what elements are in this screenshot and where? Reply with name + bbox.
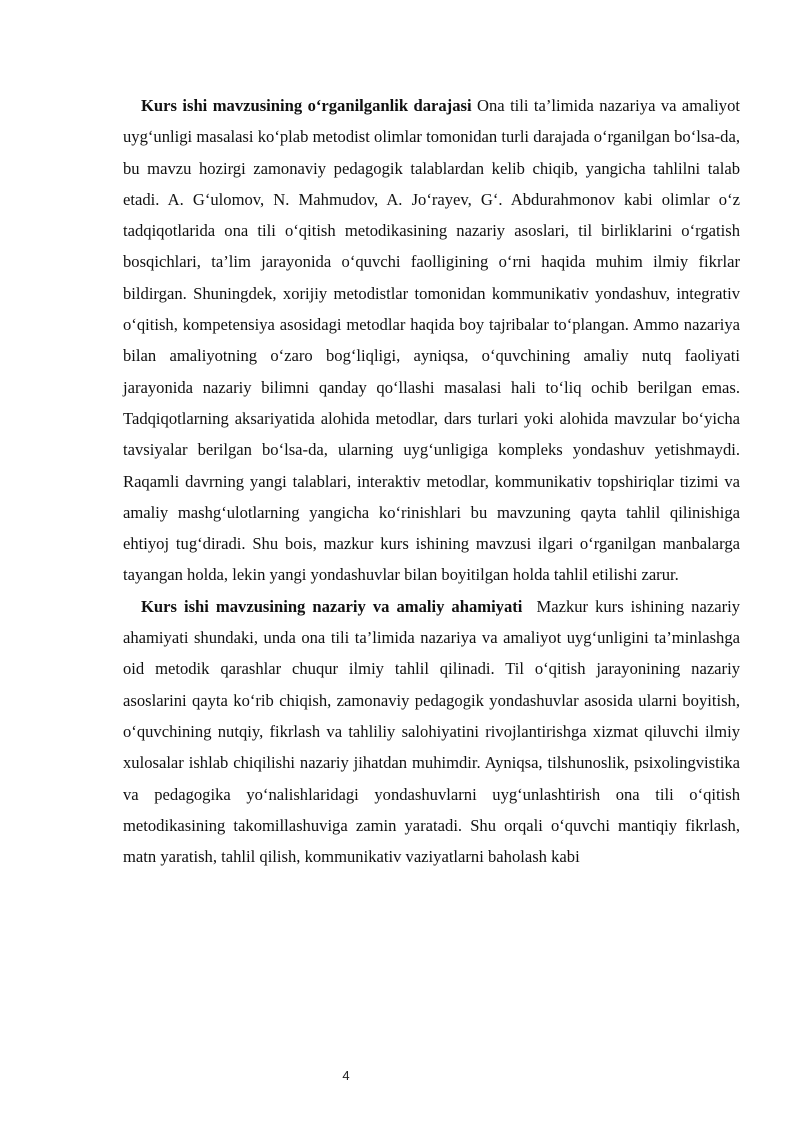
paragraph-heading: Kurs ishi mavzusining nazariy va amaliy ahamiyati (141, 596, 523, 616)
paragraph-significance (123, 591, 740, 873)
page-number: 4 (342, 1068, 350, 1083)
paragraph-body: Mazkur kurs ishining nazariy ahamiyati shundaki, unda ona tili ta’limida nazariya va amaliyot uyg‘unligini ta’minlashga oid metodik qarashlar chuqur ilmiy tahlil qilinadi. Til o‘qitish jarayonining nazariy asoslarini qayta ko‘rib chiqish, zamonaviy pedagogik yondashuvlar asosida ularni boyitish, o‘quvchining nutqiy, fikrlash va tahliliy salohiyatini rivojlantirishga xizmat qiluvchi ilmiy xulosalar ishlab chiqilishi nazariy jihatdan muhimdir. Ayniqsa, tilshunoslik, psixolingvistika va pedagogika yo‘nalishlaridagi yondashuvlarni uyg‘unlashtirish ona tili o‘qitish metodikasining takomillashuviga zamin yaratadi. Shu orqali o‘quvchi mantiqiy fikrlash, matn yaratish, tahlil qilish, kommunikativ vaziyatlarni baholash kabi (123, 596, 740, 867)
paragraph-body: Ona tili ta’limida nazariya va amaliyot uyg‘unligi masalasi ko‘plab metodist olimlar tomonidan turli darajada o‘rganilgan bo‘lsa-da, bu mavzu hozirgi zamonaviy pedagogik talablardan kelib chiqib, yangicha tahlilni talab etadi. A. G‘ulomov, N. Mahmudov, A. Jo‘rayev, G‘. Abdurahmonov kabi olimlar o‘z tadqiqotlarida ona tili o‘qitish metodikasining nazariy asoslari, til birliklarini o‘rgatish bosqichlari, ta’lim jarayonida o‘quvchi faolligining o‘rni haqida muhim ilmiy fikrlar bildirgan. Shuningdek, xorijiy metodistlar tomonidan kommunikativ yondashuv, integrativ o‘qitish, kompetensiya asosidagi metodlar haqida boy tajribalar to‘plangan. Ammo nazariya bilan amaliyotning o‘zaro bog‘liqligi, ayniqsa, o‘quvchining amaliy nutq faoliyati jarayonida nazariy bilimni qanday qo‘llashi masalasi hali to‘liq ochib berilgan emas. Tadqiqotlarning aksariyatida alohida metodlar, dars turlari yoki alohida mavzular bo‘yicha tavsiyalar berilgan bo‘lsa-da, ularning uyg‘unligiga kompleks yondashuv yetishmaydi. Raqamli davrning yangi talablari, interaktiv metodlar, kommunikativ topshiriqlar tizimi va amaliy mashg‘ulotlarning yangicha ko‘rinishlari bu mavzuning qayta tahlil qilinishiga ehtiyoj tug‘diradi. Shu bois, mazkur kurs ishining mavzusi ilgari o‘rganilgan manbalarga tayangan holda, lekin yangi yondashuvlar bilan boyitilgan holda tahlil etilishi zarur. (123, 96, 740, 585)
paragraph-heading: Kurs ishi mavzusining o‘rganilganlik darajasi (141, 96, 472, 115)
paragraph-research-level (123, 90, 740, 591)
body-text (123, 90, 740, 872)
